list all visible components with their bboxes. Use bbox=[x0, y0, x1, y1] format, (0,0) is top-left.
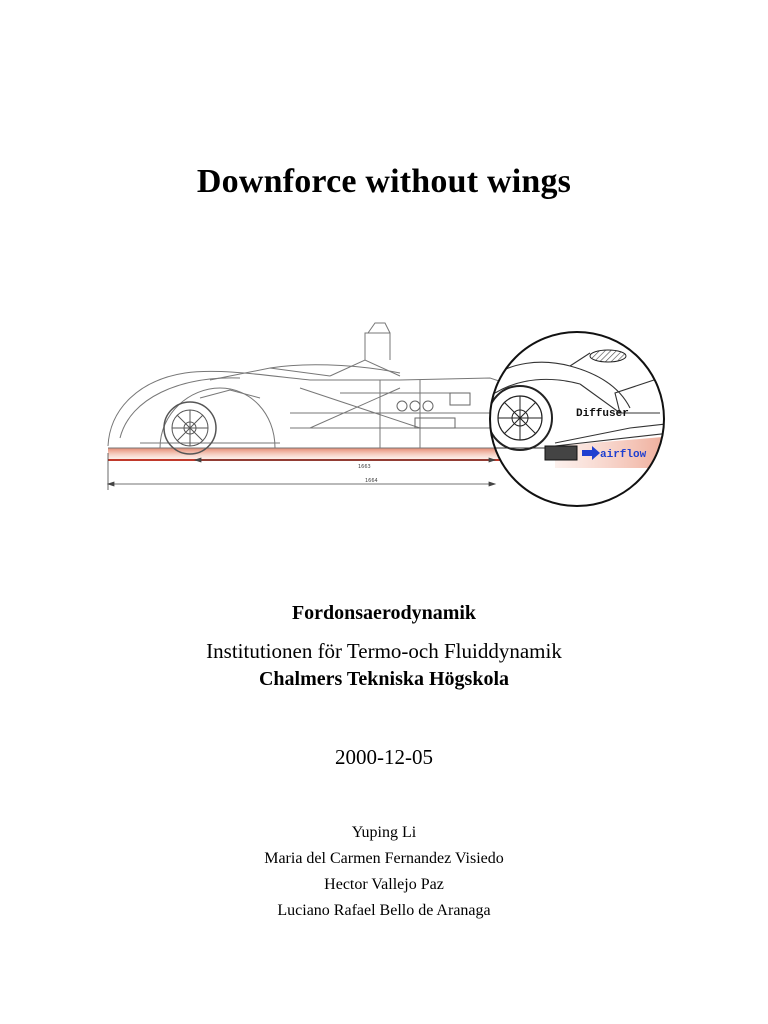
university-name: Chalmers Tekniska Högskola bbox=[258, 668, 510, 690]
diffuser-block bbox=[545, 446, 577, 460]
race-car-diagram bbox=[100, 318, 675, 518]
body-details bbox=[397, 393, 470, 428]
diffuser-label: Diffuser bbox=[576, 408, 629, 420]
author-name: Maria del Carmen Fernandez Visiedo bbox=[264, 850, 504, 867]
department-name: Institutionen för Termo-och Fluiddynamik bbox=[206, 639, 562, 663]
course-name: Fordonsaerodynamik bbox=[291, 602, 477, 624]
rear-wing-element bbox=[590, 350, 626, 362]
magnified-rear-detail bbox=[488, 332, 675, 506]
ground-airflow-shading bbox=[108, 448, 500, 460]
author-name: Yuping Li bbox=[351, 824, 417, 841]
document-date: 2000-12-05 bbox=[335, 745, 433, 769]
dimension-outer-label: 1664 bbox=[365, 478, 378, 484]
car-body bbox=[108, 323, 520, 448]
author-name: Luciano Rafael Bello de Aranaga bbox=[277, 902, 491, 919]
dimension-inner-label: 1663 bbox=[358, 464, 371, 470]
rear-wheel bbox=[488, 386, 552, 450]
airflow-label: airflow bbox=[600, 449, 647, 461]
front-wheel bbox=[164, 402, 216, 454]
author-name: Hector Vallejo Paz bbox=[324, 876, 444, 893]
document-title: Downforce without wings bbox=[196, 163, 572, 200]
